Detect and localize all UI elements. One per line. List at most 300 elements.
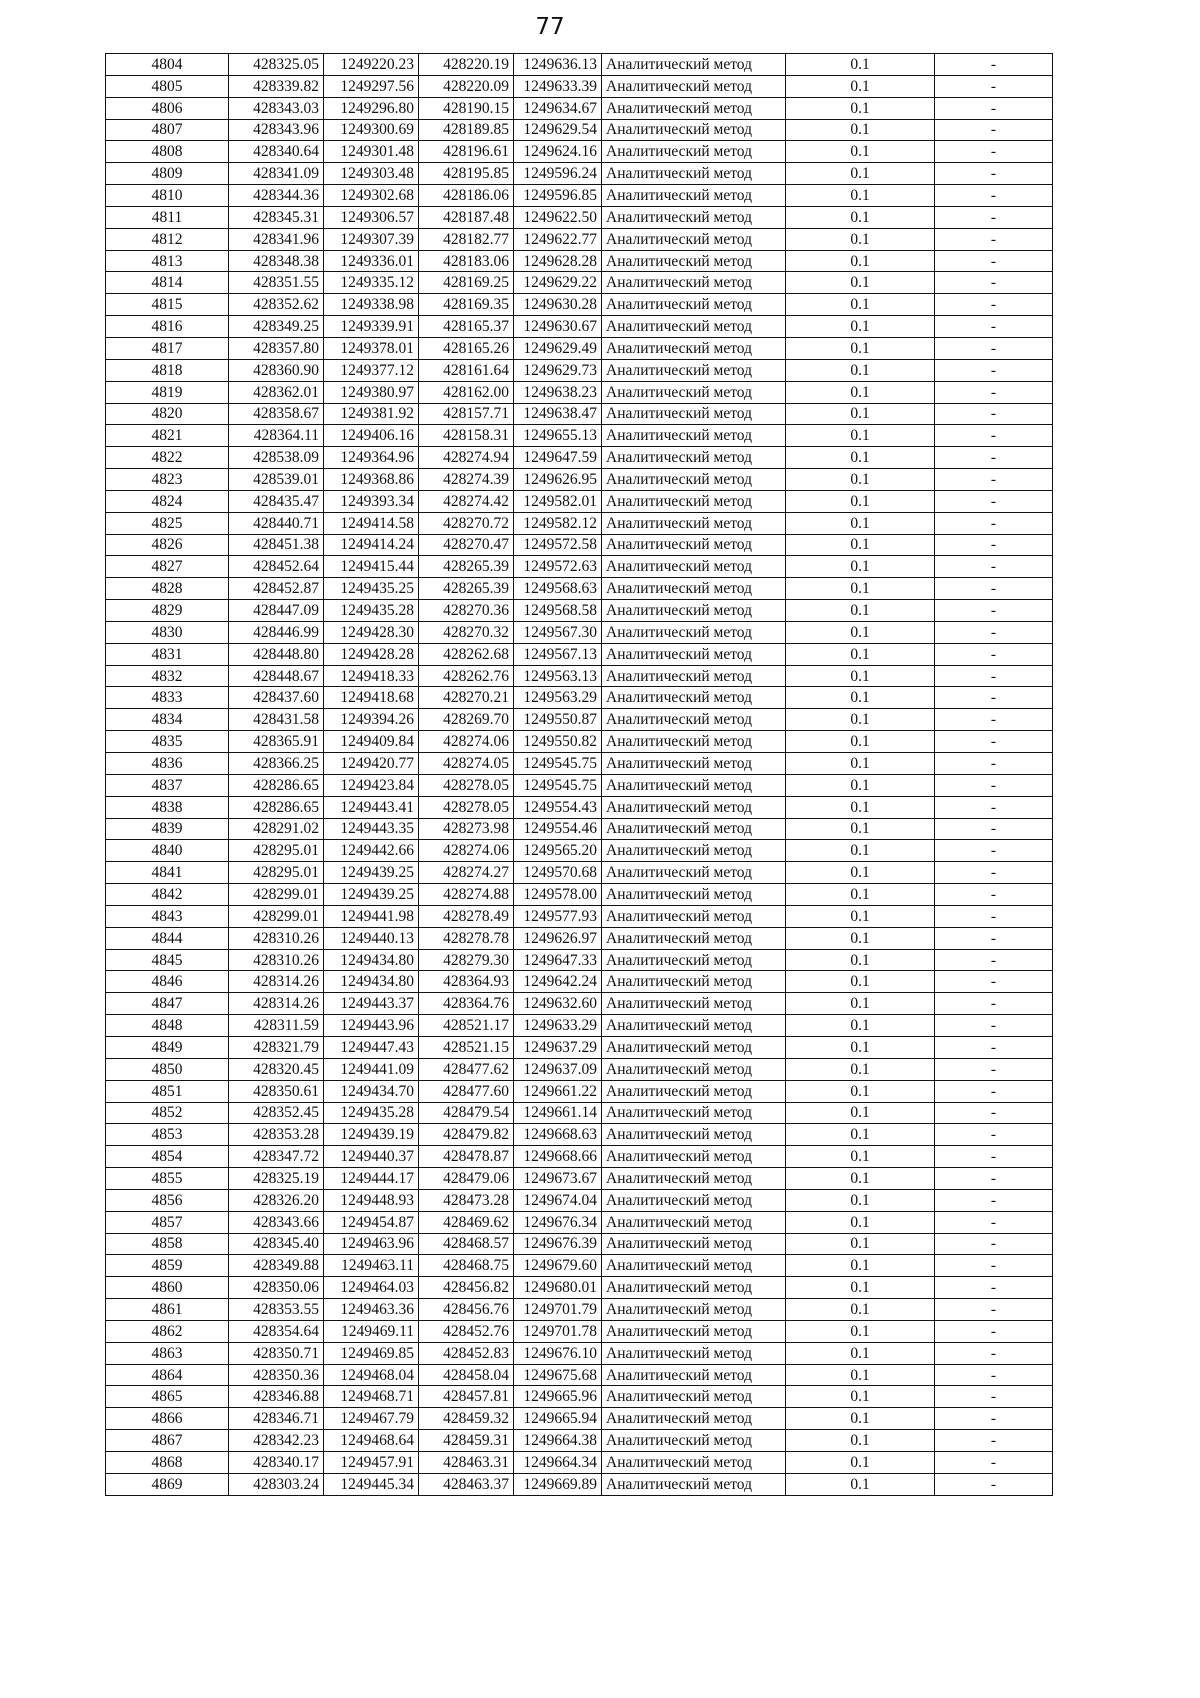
y1-cell: 1249442.66	[324, 840, 419, 862]
accuracy-cell: 0.1	[786, 1255, 935, 1277]
point-id-cell: 4862	[106, 1320, 229, 1342]
accuracy-cell: 0.1	[786, 1189, 935, 1211]
y1-cell: 1249463.36	[324, 1299, 419, 1321]
y1-cell: 1249414.58	[324, 512, 419, 534]
y2-cell: 1249676.39	[514, 1233, 602, 1255]
method-cell: Аналитический метод	[602, 1473, 786, 1495]
x2-cell: 428161.64	[419, 359, 514, 381]
point-id-cell: 4831	[106, 643, 229, 665]
note-cell: -	[935, 643, 1053, 665]
x1-cell: 428314.26	[229, 971, 324, 993]
accuracy-cell: 0.1	[786, 1342, 935, 1364]
note-cell: -	[935, 272, 1053, 294]
accuracy-cell: 0.1	[786, 1124, 935, 1146]
method-cell: Аналитический метод	[602, 665, 786, 687]
point-id-cell: 4822	[106, 447, 229, 469]
x2-cell: 428478.87	[419, 1146, 514, 1168]
method-cell: Аналитический метод	[602, 862, 786, 884]
y1-cell: 1249434.70	[324, 1080, 419, 1102]
page-number: 77	[535, 14, 565, 40]
x2-cell: 428458.04	[419, 1364, 514, 1386]
note-cell: -	[935, 905, 1053, 927]
note-cell: -	[935, 665, 1053, 687]
accuracy-cell: 0.1	[786, 1386, 935, 1408]
y1-cell: 1249441.09	[324, 1058, 419, 1080]
x1-cell: 428295.01	[229, 862, 324, 884]
x2-cell: 428186.06	[419, 185, 514, 207]
table-row	[106, 141, 1053, 163]
coordinates-table	[105, 53, 1053, 1496]
note-cell: -	[935, 1452, 1053, 1474]
note-cell: -	[935, 774, 1053, 796]
x2-cell: 428457.81	[419, 1386, 514, 1408]
method-cell: Аналитический метод	[602, 643, 786, 665]
y2-cell: 1249550.82	[514, 731, 602, 753]
y2-cell: 1249632.60	[514, 993, 602, 1015]
y1-cell: 1249443.41	[324, 796, 419, 818]
x2-cell: 428452.83	[419, 1342, 514, 1364]
note-cell: -	[935, 971, 1053, 993]
point-id-cell: 4850	[106, 1058, 229, 1080]
point-id-cell: 4861	[106, 1299, 229, 1321]
method-cell: Аналитический метод	[602, 971, 786, 993]
x1-cell: 428344.36	[229, 185, 324, 207]
accuracy-cell: 0.1	[786, 927, 935, 949]
x1-cell: 428351.55	[229, 272, 324, 294]
method-cell: Аналитический метод	[602, 556, 786, 578]
table-row	[106, 403, 1053, 425]
y2-cell: 1249675.68	[514, 1364, 602, 1386]
x1-cell: 428314.26	[229, 993, 324, 1015]
x2-cell: 428270.21	[419, 687, 514, 709]
x2-cell: 428479.82	[419, 1124, 514, 1146]
method-cell: Аналитический метод	[602, 294, 786, 316]
accuracy-cell: 0.1	[786, 1015, 935, 1037]
method-cell: Аналитический метод	[602, 1452, 786, 1474]
y1-cell: 1249428.28	[324, 643, 419, 665]
y1-cell: 1249441.98	[324, 905, 419, 927]
x1-cell: 428447.09	[229, 600, 324, 622]
accuracy-cell: 0.1	[786, 534, 935, 556]
accuracy-cell: 0.1	[786, 1277, 935, 1299]
x1-cell: 428341.09	[229, 163, 324, 185]
y1-cell: 1249296.80	[324, 97, 419, 119]
y1-cell: 1249440.37	[324, 1146, 419, 1168]
x2-cell: 428187.48	[419, 206, 514, 228]
y2-cell: 1249664.38	[514, 1430, 602, 1452]
table-row	[106, 927, 1053, 949]
y1-cell: 1249445.34	[324, 1473, 419, 1495]
method-cell: Аналитический метод	[602, 1189, 786, 1211]
note-cell: -	[935, 359, 1053, 381]
table-row	[106, 185, 1053, 207]
y2-cell: 1249647.33	[514, 949, 602, 971]
x1-cell: 428347.72	[229, 1146, 324, 1168]
y1-cell: 1249468.64	[324, 1430, 419, 1452]
y1-cell: 1249428.30	[324, 621, 419, 643]
point-id-cell: 4817	[106, 337, 229, 359]
x2-cell: 428469.62	[419, 1211, 514, 1233]
y1-cell: 1249463.96	[324, 1233, 419, 1255]
accuracy-cell: 0.1	[786, 97, 935, 119]
accuracy-cell: 0.1	[786, 665, 935, 687]
table-row	[106, 1233, 1053, 1255]
table-row	[106, 1058, 1053, 1080]
accuracy-cell: 0.1	[786, 993, 935, 1015]
x1-cell: 428286.65	[229, 796, 324, 818]
table-row	[106, 228, 1053, 250]
y1-cell: 1249302.68	[324, 185, 419, 207]
note-cell: -	[935, 1189, 1053, 1211]
method-cell: Аналитический метод	[602, 731, 786, 753]
y2-cell: 1249633.39	[514, 75, 602, 97]
point-id-cell: 4827	[106, 556, 229, 578]
y2-cell: 1249582.01	[514, 490, 602, 512]
x1-cell: 428440.71	[229, 512, 324, 534]
y1-cell: 1249443.35	[324, 818, 419, 840]
table-row	[106, 1211, 1053, 1233]
y2-cell: 1249642.24	[514, 971, 602, 993]
y2-cell: 1249568.63	[514, 578, 602, 600]
method-cell: Аналитический метод	[602, 1408, 786, 1430]
y2-cell: 1249638.47	[514, 403, 602, 425]
table-row	[106, 381, 1053, 403]
y1-cell: 1249443.96	[324, 1015, 419, 1037]
x1-cell: 428320.45	[229, 1058, 324, 1080]
accuracy-cell: 0.1	[786, 75, 935, 97]
x2-cell: 428262.76	[419, 665, 514, 687]
note-cell: -	[935, 381, 1053, 403]
x1-cell: 428350.36	[229, 1364, 324, 1386]
table-row	[106, 600, 1053, 622]
table-row	[106, 447, 1053, 469]
y2-cell: 1249624.16	[514, 141, 602, 163]
y1-cell: 1249409.84	[324, 731, 419, 753]
accuracy-cell: 0.1	[786, 731, 935, 753]
note-cell: -	[935, 141, 1053, 163]
note-cell: -	[935, 1211, 1053, 1233]
x2-cell: 428182.77	[419, 228, 514, 250]
point-id-cell: 4868	[106, 1452, 229, 1474]
accuracy-cell: 0.1	[786, 490, 935, 512]
note-cell: -	[935, 1299, 1053, 1321]
y1-cell: 1249469.11	[324, 1320, 419, 1342]
method-cell: Аналитический метод	[602, 272, 786, 294]
x2-cell: 428189.85	[419, 119, 514, 141]
point-id-cell: 4804	[106, 54, 229, 76]
accuracy-cell: 0.1	[786, 840, 935, 862]
note-cell: -	[935, 949, 1053, 971]
note-cell: -	[935, 1146, 1053, 1168]
method-cell: Аналитический метод	[602, 316, 786, 338]
method-cell: Аналитический метод	[602, 54, 786, 76]
y1-cell: 1249464.03	[324, 1277, 419, 1299]
point-id-cell: 4854	[106, 1146, 229, 1168]
x1-cell: 428538.09	[229, 447, 324, 469]
x1-cell: 428366.25	[229, 753, 324, 775]
accuracy-cell: 0.1	[786, 949, 935, 971]
method-cell: Аналитический метод	[602, 228, 786, 250]
accuracy-cell: 0.1	[786, 1036, 935, 1058]
accuracy-cell: 0.1	[786, 1364, 935, 1386]
x1-cell: 428339.82	[229, 75, 324, 97]
y2-cell: 1249582.12	[514, 512, 602, 534]
y2-cell: 1249630.28	[514, 294, 602, 316]
point-id-cell: 4811	[106, 206, 229, 228]
accuracy-cell: 0.1	[786, 316, 935, 338]
y2-cell: 1249563.13	[514, 665, 602, 687]
method-cell: Аналитический метод	[602, 1058, 786, 1080]
x2-cell: 428452.76	[419, 1320, 514, 1342]
y2-cell: 1249668.63	[514, 1124, 602, 1146]
table-row	[106, 1277, 1053, 1299]
y2-cell: 1249570.68	[514, 862, 602, 884]
x1-cell: 428365.91	[229, 731, 324, 753]
table-row	[106, 862, 1053, 884]
method-cell: Аналитический метод	[602, 927, 786, 949]
y1-cell: 1249339.91	[324, 316, 419, 338]
x1-cell: 428291.02	[229, 818, 324, 840]
method-cell: Аналитический метод	[602, 75, 786, 97]
note-cell: -	[935, 1102, 1053, 1124]
x2-cell: 428521.15	[419, 1036, 514, 1058]
note-cell: -	[935, 119, 1053, 141]
point-id-cell: 4839	[106, 818, 229, 840]
y2-cell: 1249567.30	[514, 621, 602, 643]
accuracy-cell: 0.1	[786, 206, 935, 228]
x2-cell: 428274.05	[419, 753, 514, 775]
table-row	[106, 993, 1053, 1015]
accuracy-cell: 0.1	[786, 556, 935, 578]
y1-cell: 1249380.97	[324, 381, 419, 403]
note-cell: -	[935, 1124, 1053, 1146]
y1-cell: 1249393.34	[324, 490, 419, 512]
x1-cell: 428299.01	[229, 905, 324, 927]
table-row	[106, 1320, 1053, 1342]
x1-cell: 428321.79	[229, 1036, 324, 1058]
x2-cell: 428278.05	[419, 774, 514, 796]
x2-cell: 428273.98	[419, 818, 514, 840]
accuracy-cell: 0.1	[786, 272, 935, 294]
table-row	[106, 534, 1053, 556]
y1-cell: 1249301.48	[324, 141, 419, 163]
x1-cell: 428352.62	[229, 294, 324, 316]
method-cell: Аналитический метод	[602, 1364, 786, 1386]
accuracy-cell: 0.1	[786, 425, 935, 447]
table-row	[106, 119, 1053, 141]
point-id-cell: 4866	[106, 1408, 229, 1430]
note-cell: -	[935, 163, 1053, 185]
table-row	[106, 1036, 1053, 1058]
note-cell: -	[935, 512, 1053, 534]
y2-cell: 1249665.96	[514, 1386, 602, 1408]
y2-cell: 1249701.78	[514, 1320, 602, 1342]
x2-cell: 428274.06	[419, 840, 514, 862]
method-cell: Аналитический метод	[602, 141, 786, 163]
x1-cell: 428350.61	[229, 1080, 324, 1102]
table-row	[106, 774, 1053, 796]
accuracy-cell: 0.1	[786, 753, 935, 775]
note-cell: -	[935, 1364, 1053, 1386]
x2-cell: 428158.31	[419, 425, 514, 447]
method-cell: Аналитический метод	[602, 818, 786, 840]
y2-cell: 1249629.49	[514, 337, 602, 359]
y1-cell: 1249435.28	[324, 1102, 419, 1124]
x2-cell: 428274.88	[419, 884, 514, 906]
x2-cell: 428463.37	[419, 1473, 514, 1495]
method-cell: Аналитический метод	[602, 1299, 786, 1321]
x1-cell: 428360.90	[229, 359, 324, 381]
x1-cell: 428299.01	[229, 884, 324, 906]
x1-cell: 428341.96	[229, 228, 324, 250]
point-id-cell: 4806	[106, 97, 229, 119]
point-id-cell: 4809	[106, 163, 229, 185]
note-cell: -	[935, 75, 1053, 97]
y2-cell: 1249665.94	[514, 1408, 602, 1430]
x2-cell: 428270.32	[419, 621, 514, 643]
note-cell: -	[935, 250, 1053, 272]
note-cell: -	[935, 1036, 1053, 1058]
x2-cell: 428195.85	[419, 163, 514, 185]
method-cell: Аналитический метод	[602, 993, 786, 1015]
x1-cell: 428346.88	[229, 1386, 324, 1408]
y1-cell: 1249434.80	[324, 949, 419, 971]
method-cell: Аналитический метод	[602, 884, 786, 906]
table-row	[106, 840, 1053, 862]
x2-cell: 428279.30	[419, 949, 514, 971]
y1-cell: 1249307.39	[324, 228, 419, 250]
accuracy-cell: 0.1	[786, 185, 935, 207]
accuracy-cell: 0.1	[786, 1080, 935, 1102]
note-cell: -	[935, 185, 1053, 207]
point-id-cell: 4857	[106, 1211, 229, 1233]
method-cell: Аналитический метод	[602, 1211, 786, 1233]
x2-cell: 428274.94	[419, 447, 514, 469]
point-id-cell: 4865	[106, 1386, 229, 1408]
note-cell: -	[935, 556, 1053, 578]
x1-cell: 428286.65	[229, 774, 324, 796]
x2-cell: 428220.09	[419, 75, 514, 97]
point-id-cell: 4824	[106, 490, 229, 512]
y1-cell: 1249443.37	[324, 993, 419, 1015]
note-cell: -	[935, 490, 1053, 512]
x2-cell: 428473.28	[419, 1189, 514, 1211]
point-id-cell: 4823	[106, 469, 229, 491]
x1-cell: 428346.71	[229, 1408, 324, 1430]
table-row	[106, 949, 1053, 971]
method-cell: Аналитический метод	[602, 621, 786, 643]
table-row	[106, 1146, 1053, 1168]
accuracy-cell: 0.1	[786, 1320, 935, 1342]
x2-cell: 428468.75	[419, 1255, 514, 1277]
accuracy-cell: 0.1	[786, 1168, 935, 1190]
y2-cell: 1249679.60	[514, 1255, 602, 1277]
accuracy-cell: 0.1	[786, 119, 935, 141]
point-id-cell: 4848	[106, 1015, 229, 1037]
accuracy-cell: 0.1	[786, 796, 935, 818]
y2-cell: 1249554.46	[514, 818, 602, 840]
x2-cell: 428169.35	[419, 294, 514, 316]
x1-cell: 428325.05	[229, 54, 324, 76]
y2-cell: 1249550.87	[514, 709, 602, 731]
point-id-cell: 4837	[106, 774, 229, 796]
method-cell: Аналитический метод	[602, 709, 786, 731]
note-cell: -	[935, 818, 1053, 840]
y1-cell: 1249423.84	[324, 774, 419, 796]
method-cell: Аналитический метод	[602, 1386, 786, 1408]
y1-cell: 1249439.25	[324, 862, 419, 884]
note-cell: -	[935, 54, 1053, 76]
table-row	[106, 206, 1053, 228]
table-row	[106, 54, 1053, 76]
x2-cell: 428456.76	[419, 1299, 514, 1321]
y1-cell: 1249469.85	[324, 1342, 419, 1364]
x1-cell: 428343.66	[229, 1211, 324, 1233]
note-cell: -	[935, 621, 1053, 643]
accuracy-cell: 0.1	[786, 512, 935, 534]
y2-cell: 1249578.00	[514, 884, 602, 906]
x2-cell: 428270.72	[419, 512, 514, 534]
point-id-cell: 4869	[106, 1473, 229, 1495]
y2-cell: 1249661.22	[514, 1080, 602, 1102]
table-row	[106, 163, 1053, 185]
point-id-cell: 4830	[106, 621, 229, 643]
x2-cell: 428165.26	[419, 337, 514, 359]
y2-cell: 1249630.67	[514, 316, 602, 338]
table-row	[106, 337, 1053, 359]
x1-cell: 428354.64	[229, 1320, 324, 1342]
note-cell: -	[935, 1386, 1053, 1408]
point-id-cell: 4858	[106, 1233, 229, 1255]
y1-cell: 1249418.68	[324, 687, 419, 709]
point-id-cell: 4838	[106, 796, 229, 818]
y1-cell: 1249439.19	[324, 1124, 419, 1146]
y1-cell: 1249440.13	[324, 927, 419, 949]
point-id-cell: 4860	[106, 1277, 229, 1299]
table-row	[106, 1124, 1053, 1146]
note-cell: -	[935, 1320, 1053, 1342]
method-cell: Аналитический метод	[602, 1080, 786, 1102]
point-id-cell: 4836	[106, 753, 229, 775]
x1-cell: 428437.60	[229, 687, 324, 709]
note-cell: -	[935, 578, 1053, 600]
x2-cell: 428169.25	[419, 272, 514, 294]
method-cell: Аналитический метод	[602, 840, 786, 862]
y2-cell: 1249572.63	[514, 556, 602, 578]
x1-cell: 428310.26	[229, 949, 324, 971]
table-row	[106, 643, 1053, 665]
table-row	[106, 359, 1053, 381]
y2-cell: 1249637.09	[514, 1058, 602, 1080]
y1-cell: 1249463.11	[324, 1255, 419, 1277]
point-id-cell: 4843	[106, 905, 229, 927]
y2-cell: 1249680.01	[514, 1277, 602, 1299]
y1-cell: 1249338.98	[324, 294, 419, 316]
point-id-cell: 4859	[106, 1255, 229, 1277]
table-row	[106, 512, 1053, 534]
method-cell: Аналитический метод	[602, 1320, 786, 1342]
y2-cell: 1249545.75	[514, 774, 602, 796]
point-id-cell: 4834	[106, 709, 229, 731]
point-id-cell: 4841	[106, 862, 229, 884]
method-cell: Аналитический метод	[602, 949, 786, 971]
note-cell: -	[935, 1015, 1053, 1037]
y2-cell: 1249626.97	[514, 927, 602, 949]
point-id-cell: 4829	[106, 600, 229, 622]
y2-cell: 1249563.29	[514, 687, 602, 709]
table-row	[106, 75, 1053, 97]
accuracy-cell: 0.1	[786, 1452, 935, 1474]
